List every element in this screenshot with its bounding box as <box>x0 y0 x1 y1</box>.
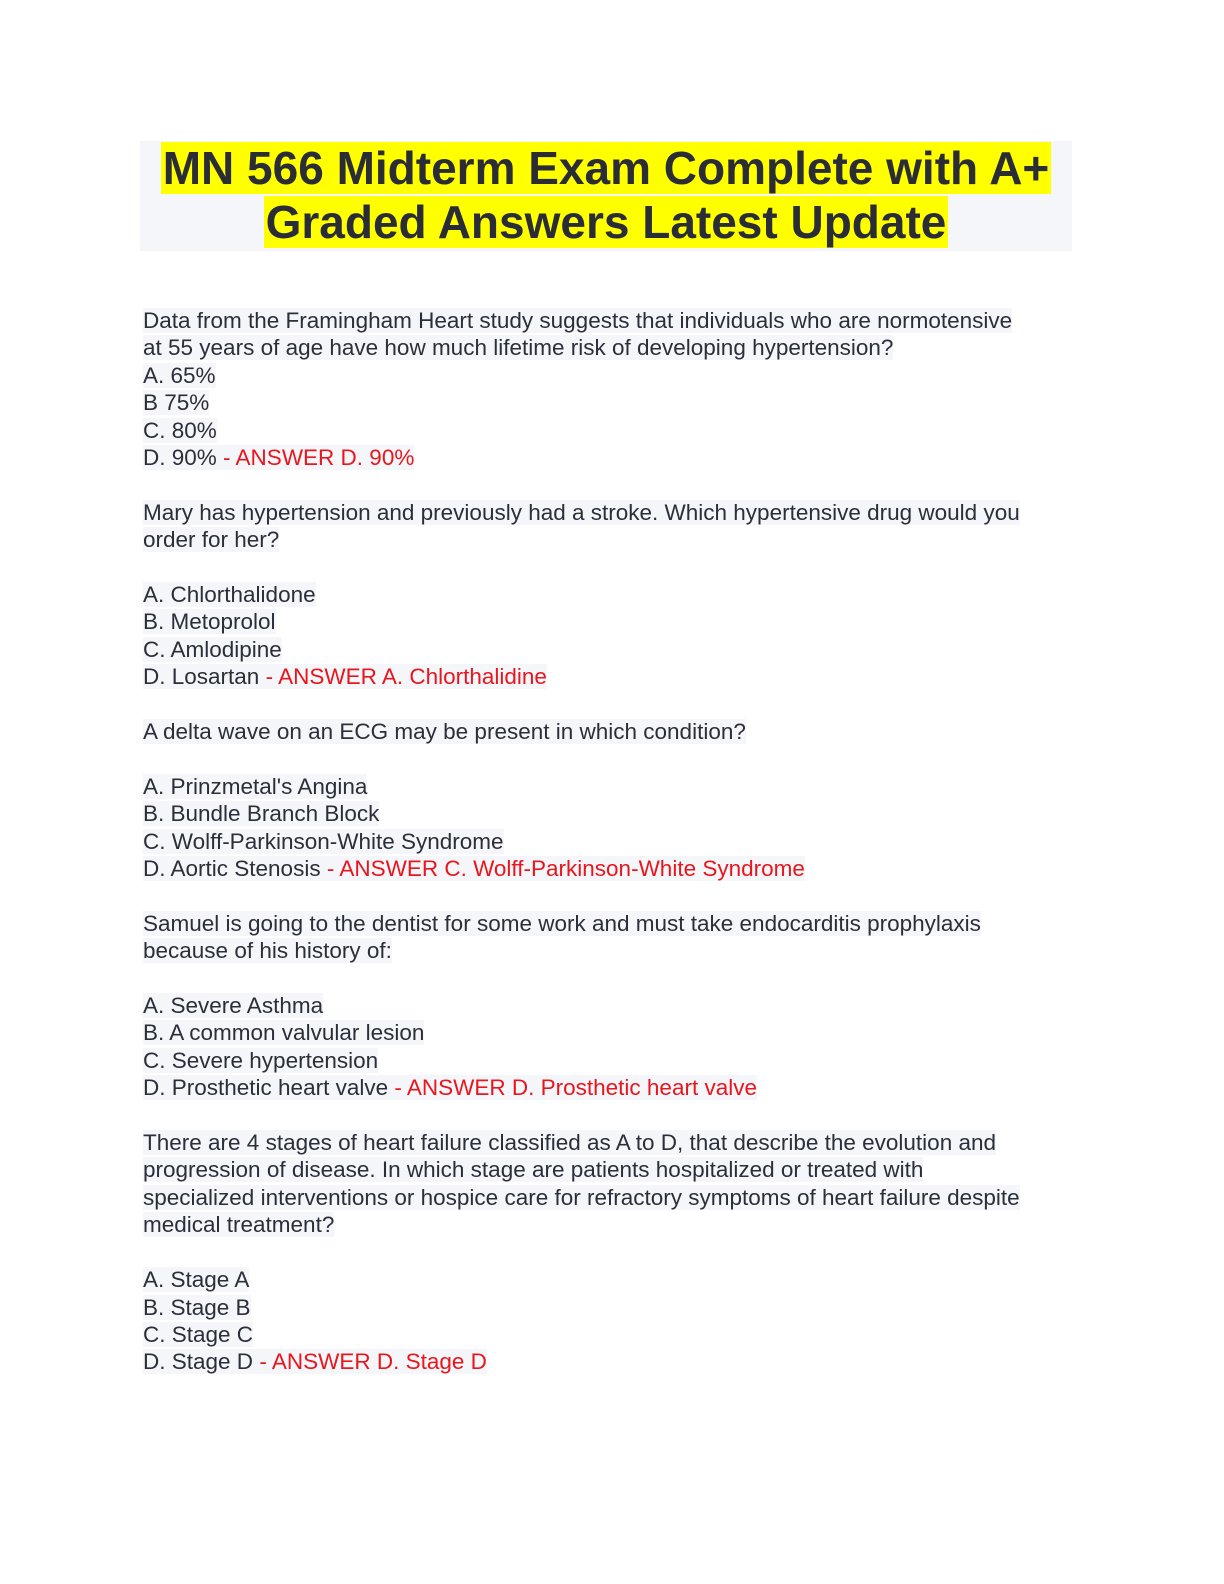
title-line-1 <box>140 141 1072 195</box>
correct-answer: - ANSWER A. Chlorthalidine <box>259 664 547 690</box>
question-1 <box>143 307 1083 471</box>
document-title <box>140 141 1072 251</box>
answer-option-a: A. Stage A <box>143 1267 250 1293</box>
answer-option-a: A. Prinzmetal's Angina <box>143 773 368 799</box>
answer-option-d: D. Prosthetic heart valve - ANSWER D. Prosthetic heart valve <box>143 1075 757 1101</box>
answer-option-d: D. 90% - ANSWER D. 90% <box>143 445 415 471</box>
question-stem-line: order for her? <box>143 527 280 553</box>
answer-option-d: D. Aortic Stenosis - ANSWER C. Wolff-Parkinson-White Syndrome <box>143 856 805 882</box>
question-5 <box>143 1129 1083 1376</box>
answer-option-c: C. Amlodipine <box>143 636 282 662</box>
title-line-2 <box>140 195 1072 249</box>
question-stem-line: Data from the Framingham Heart study suggests that individuals who are normotensive <box>143 308 1013 333</box>
answer-option-b: B. A common valvular lesion <box>143 1020 425 1046</box>
answer-option-d: D. Losartan - ANSWER A. Chlorthalidine <box>143 664 547 690</box>
correct-answer: - ANSWER D. Prosthetic heart valve <box>388 1075 757 1101</box>
answer-option-b: B. Metoprolol <box>143 609 276 635</box>
correct-answer: - ANSWER D. 90% <box>216 445 415 471</box>
question-3 <box>143 718 1083 882</box>
question-stem-line: specialized interventions or hospice care for refractory symptoms of heart failure despite <box>143 1184 1020 1210</box>
answer-option-a: A. 65% <box>143 362 216 388</box>
question-stem-line: Mary has hypertension and previously had a stroke. Which hypertensive drug would you <box>143 499 1020 525</box>
question-stem-line: at 55 years of age have how much lifetime risk of developing hypertension? <box>143 335 894 361</box>
question-list <box>143 307 1083 1376</box>
question-stem-line: A delta wave on an ECG may be present in which condition? <box>143 719 746 745</box>
answer-option-d: D. Stage D - ANSWER D. Stage D <box>143 1349 487 1375</box>
title-line-2-text: Graded Answers Latest Update <box>265 196 947 248</box>
answer-option-a: A. Severe Asthma <box>143 993 324 1019</box>
correct-answer: - ANSWER D. Stage D <box>253 1349 487 1375</box>
answer-option-c: C. Severe hypertension <box>143 1047 379 1073</box>
question-stem-line: progression of disease. In which stage are patients hospitalized or treated with <box>143 1157 924 1183</box>
answer-option-c: C. Stage C <box>143 1321 254 1347</box>
answer-option-b: B. Bundle Branch Block <box>143 801 380 827</box>
correct-answer: - ANSWER C. Wolff-Parkinson-White Syndrome <box>320 856 805 882</box>
answer-option-c: C. Wolff-Parkinson-White Syndrome <box>143 828 504 854</box>
answer-option-b: B 75% <box>143 390 210 416</box>
question-stem-line: There are 4 stages of heart failure classified as A to D, that describe the evolution and <box>143 1130 997 1156</box>
question-4 <box>143 910 1083 1102</box>
answer-option-c: C. 80% <box>143 417 217 443</box>
title-line-1-text: MN 566 Midterm Exam Complete with A+ <box>162 142 1050 194</box>
question-stem-line: because of his history of: <box>143 938 392 964</box>
answer-option-a: A. Chlorthalidone <box>143 582 316 608</box>
question-stem-line: Samuel is going to the dentist for some work and must take endocarditis prophylaxis <box>143 910 981 936</box>
answer-option-b: B. Stage B <box>143 1294 251 1320</box>
question-2 <box>143 499 1083 691</box>
question-stem-line: medical treatment? <box>143 1212 335 1238</box>
